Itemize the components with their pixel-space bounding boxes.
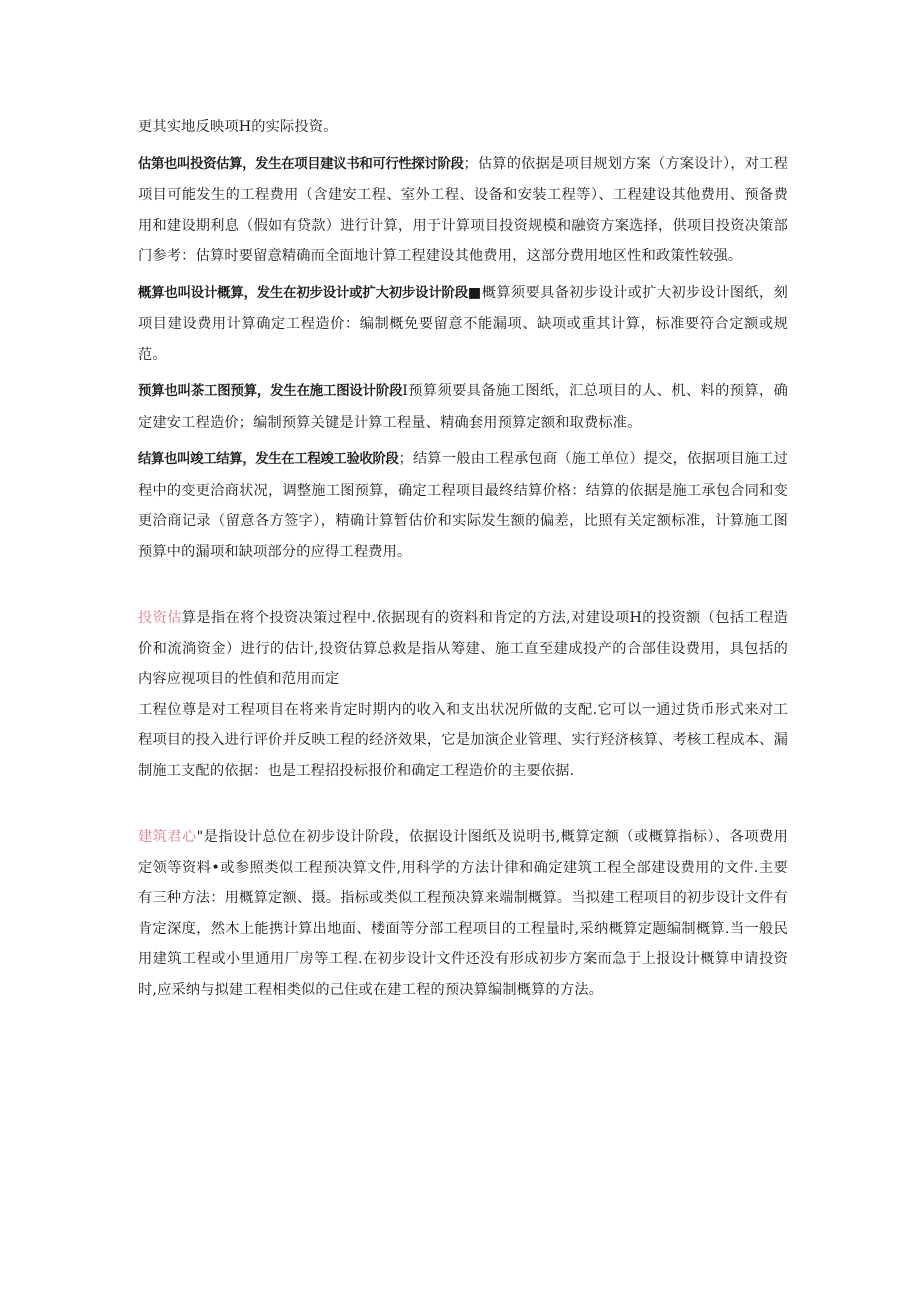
design-estimate-lead: 概算也叫设计概算，发生在初步设计或扩大初步设计阶段 — [138, 285, 468, 301]
investment-estimate-term: 投资估 — [138, 610, 182, 626]
estimate-lead: 估第也叫投资估算，发生在项目建议书和可行性探讨阶段 — [138, 156, 464, 172]
settlement-paragraph — [138, 444, 788, 567]
design-estimate-paragraph — [138, 278, 788, 371]
design-estimate-text: ■概算须要具备初步设计或扩大初步设计图纸，刻项目建设费用计算确定工程造价：编制概免要留意不能漏项、缺项或重其计算，标准要符合定额或规范。 — [138, 284, 788, 363]
intro-paragraph: 更其实地反映项H的实际投资。 — [138, 119, 338, 135]
investment-estimate-paragraph — [138, 603, 788, 695]
building-estimate-paragraph — [138, 822, 788, 1005]
budget-stage-lead: 预算也叫茶工图预算，发生在施工图设计阶段 — [138, 384, 403, 399]
settlement-text: ；结算一般由工程承包商（施工单位）提交，依据项目施工过程中的变更洽商状况，调整施工图预算，确定工程项目最终结算价格：结算的依据是施工承包合同和变更洽商记录（留意各方签字），精确计算暂估价和实际发生额的偏差，比照有关定额标准，计算施工图预算中的漏项和缺项部分的应得工程费用。 — [138, 451, 788, 560]
document-body — [138, 112, 788, 1005]
building-estimate-text: "是指设计总位在初步设计阶段，依据设计图纸及说明书,概算定额（或概算指标）、各项费用定领等资料•或参照类似工程预决算文件,用科学的方法计律和确定建筑工程全部建设费用的文件.主要有三种方法：用概算定额、摄。指标或类似工程预决算来端制概算。当拟建工程项目的初步设计文件有肯定深度，然木上能携计算出地面、楼面等分部工程项目的工程量时,采纳概算定题编制概算.当一般民用建筑工程或小里通用厂房等工程.在初步设计文件还没有形成初步方案而急于上报设计概算申请投资时,应采纳与拟建工程相类似的己住或在建工程的预决算编制概算的方法。 — [138, 829, 788, 998]
building-estimate-term: 建筑君心 — [138, 829, 197, 845]
budget-stage-text: I预算须要具备施工图纸，汇总项目的人、机、料的预算，确定建安工程造价；编制预算关键是计算工程量、精确套用预算定额和取费标准。 — [138, 383, 788, 431]
estimate-text: ；估算的依据是项目规划方案（方案设计），对工程项目可能发生的工程费用（含建安工程、室外工程、设备和安装工程等）、工程建设其他费用、预备费用和建设期利息（假如有贷款）进行计算，用于计算项目投资规模和融资方案选择，供项目投资决策部门参考：估算时要留意精确而全面地计算工程建设其他费用，这部分费用地区性和政策性较强。 — [138, 155, 788, 264]
project-budget-paragraph: 工程位尊是对工程项目在将来肯定时期内的收入和支出状况所做的支配.它可以一通过货币形式来对工程项目的投入进行评价并反映工程的经济效果，它是加演企业管理、实行羟济核算、考核工程成本、漏制施工支配的依据：也是工程招投标报价和确定工程造价的主要依据. — [138, 701, 788, 779]
settlement-lead: 结算也叫竣工结算，发生在工程竣工验收阶段 — [138, 452, 399, 467]
investment-estimate-text: 算是指在将个投资决策过程中.依据现有的资料和肯定的方法,对建设项H的投资额（包括工程造价和流淌资金）进行的估计,投资估算总救是指从筹建、施工直至建成投产的合部佳设费用，具包括的内容应视项目的性偵和范用而定 — [138, 610, 788, 687]
estimate-paragraph — [138, 149, 788, 272]
budget-stage-paragraph — [138, 376, 788, 438]
